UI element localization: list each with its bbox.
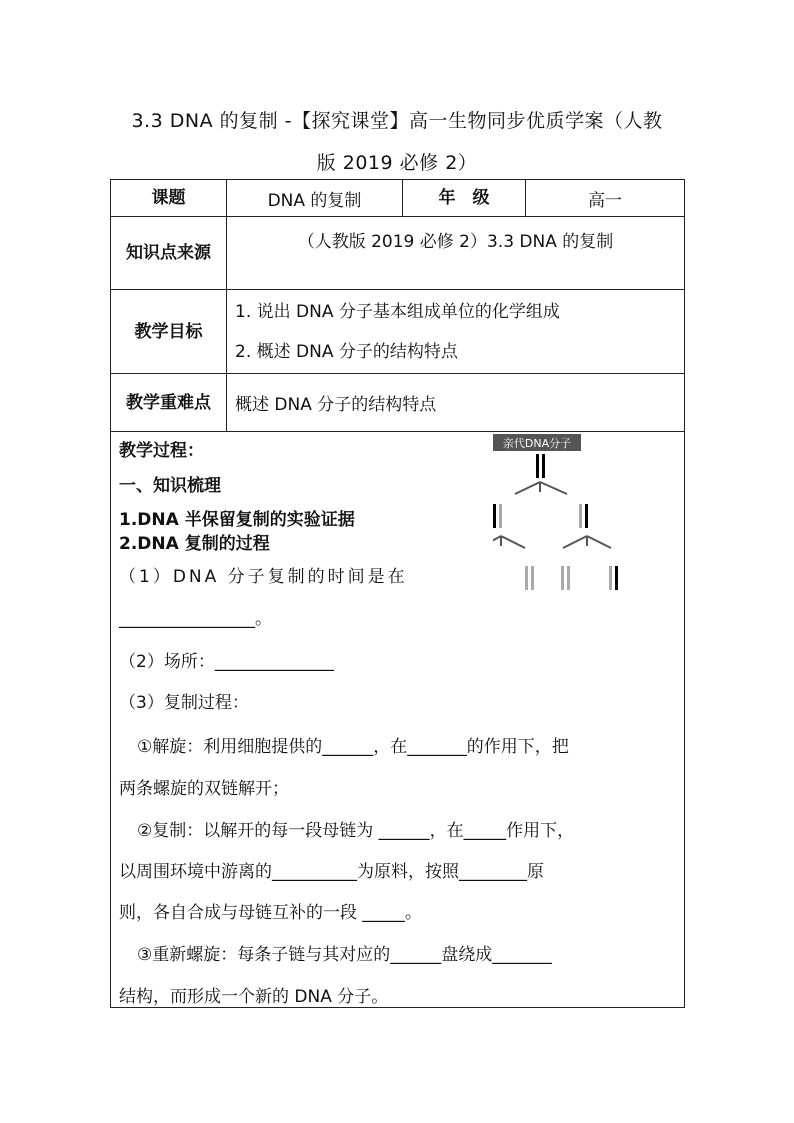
grade-label: 年 级: [403, 180, 526, 217]
arrows-level-1: [515, 482, 567, 494]
grandchild-dna: [493, 566, 618, 590]
section-heading: 一、知识梳理: [119, 476, 221, 496]
child-dna-left: [493, 504, 502, 528]
source-value: （人教版 2019 必修 2）3.3 DNA 的复制: [227, 217, 685, 290]
keypoints-value: 概述 DNA 分子的结构特点: [227, 374, 685, 432]
step-3-line-2: 结构，而形成一个新的 DNA 分子。: [119, 987, 389, 1007]
step-1-line-2: 两条螺旋的双链解开；: [119, 779, 289, 799]
question-1: （1）DNA 分子复制的时间是在: [119, 567, 408, 587]
process-heading: 教学过程：: [119, 441, 204, 461]
title-line-2: 版 2019 必修 2）: [316, 152, 478, 174]
document-title: [110, 100, 684, 184]
keypoints-label: 教学重难点: [111, 374, 227, 432]
parent-dna-strands: [536, 454, 545, 478]
teaching-process-cell: [111, 432, 685, 1008]
child-dna-right: [579, 504, 588, 528]
goals-list: [227, 290, 685, 374]
step-2-line-1: ②复制：以解开的每一段母链为 ______，在_____作用下，: [137, 821, 575, 841]
lesson-plan-table: [110, 179, 685, 1008]
question-1-blank: ________________。: [119, 609, 272, 629]
dna-replication-svg: [493, 434, 623, 594]
source-label: 知识点来源: [111, 217, 227, 290]
goal-item: 2. 概述 DNA 分子的结构特点: [235, 341, 458, 362]
title-line-1: 3.3 DNA 的复制 -【探究课堂】高一生物同步优质学案（人教: [131, 110, 663, 132]
item-1: 1.DNA 半保留复制的实验证据: [119, 510, 355, 530]
step-3-line-1: ③重新螺旋：每条子链与其对应的______盘绕成_______: [137, 945, 552, 965]
step-2-line-2: 以周围环境中游离的__________为原料，按照________原: [119, 862, 544, 882]
question-2: （2）场所：______________: [119, 652, 334, 672]
goal-item: 1. 说出 DNA 分子基本组成单位的化学组成: [235, 301, 560, 322]
arrows-level-2: [493, 536, 611, 548]
diagram-label: 亲代DNA分子: [502, 437, 572, 450]
topic-value: DNA 的复制: [227, 180, 403, 217]
topic-label: 课题: [111, 180, 227, 217]
step-2-line-3: 则，各自合成与母链互补的一段 _____。: [119, 903, 422, 923]
goals-label: 教学目标: [111, 290, 227, 374]
grade-value: 高一: [526, 180, 685, 217]
item-2: 2.DNA 复制的过程: [119, 534, 270, 554]
step-1-line-1: ①解旋：利用细胞提供的______，在_______的作用下，把: [137, 737, 569, 757]
dna-replication-diagram: [493, 434, 623, 594]
question-3: （3）复制过程：: [119, 693, 249, 713]
